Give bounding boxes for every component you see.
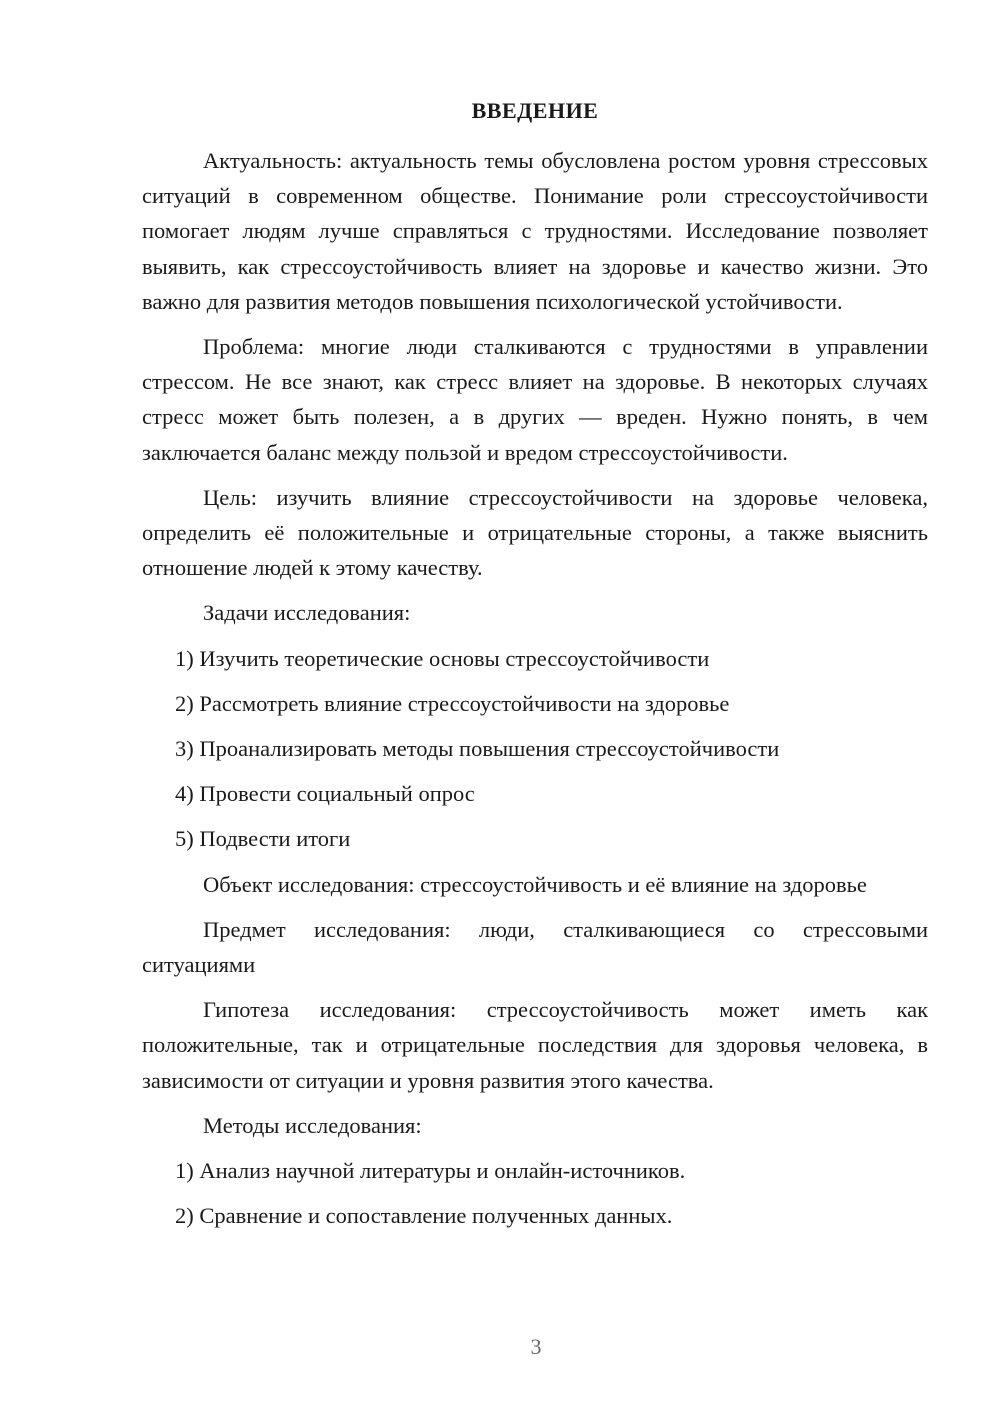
tasks-list — [142, 641, 928, 857]
goal-paragraph: Цель: изучить влияние стрессоустойчивости на здоровье человека, определить её положительные и отрицательные стороны, а также выяснить отношение людей к этому качеству. — [142, 484, 928, 581]
methods-heading: Методы исследования: — [203, 1112, 422, 1138]
hypothesis-paragraph: Гипотеза исследования: стрессоустойчивость может иметь как положительные, так и отрицательные последствия для здоровья человека, в зависимости от ситуации и уровня развития этого качества. — [142, 997, 928, 1093]
page-number: 3 — [530, 1334, 542, 1359]
method-item: 1) Анализ научной литературы и онлайн-источников. — [175, 1158, 686, 1184]
task-item: 5) Подвести итоги — [175, 826, 351, 852]
subject-paragraph: Предмет исследования: люди, сталкивающиеся со стрессовыми ситуациями — [142, 916, 928, 978]
task-item: 3) Проанализировать методы повышения стрессоустойчивости — [175, 736, 780, 762]
object-paragraph: Объект исследования: стрессоустойчивость и её влияние на здоровье — [203, 871, 867, 897]
problem-paragraph: Проблема: многие люди сталкиваются с трудностями в управлении стрессом. Не все знают, как стресс влияет на здоровье. В некоторых случаях стресс может быть полезен, а в других — вреден. Нужно понять, в чем заключается баланс между пользой и вредом стрессоустойчивости. — [142, 334, 928, 465]
page-content — [142, 143, 928, 1243]
task-item: 2) Рассмотреть влияние стрессоустойчивости на здоровье — [175, 690, 730, 716]
relevance-paragraph: Актуальность: актуальность темы обусловлена ростом уровня стрессовых ситуаций в современном обществе. Понимание роли стрессоустойчивости помогает людям лучше справляться с трудностями. Исследование позволяет выявить, как стрессоустойчивость влияет на здоровье и качество жизни. Это важно для развития методов повышения психологической устойчивости. — [142, 148, 928, 314]
method-item: 2) Сравнение и сопоставление полученных данных. — [175, 1203, 673, 1229]
task-item: 1) Изучить теоретические основы стрессоустойчивости — [175, 645, 710, 671]
task-item: 4) Провести социальный опрос — [175, 781, 475, 807]
tasks-heading: Задачи исследования: — [203, 600, 411, 626]
methods-list — [142, 1153, 928, 1233]
page-title: ВВЕДЕНИЕ — [471, 98, 599, 123]
